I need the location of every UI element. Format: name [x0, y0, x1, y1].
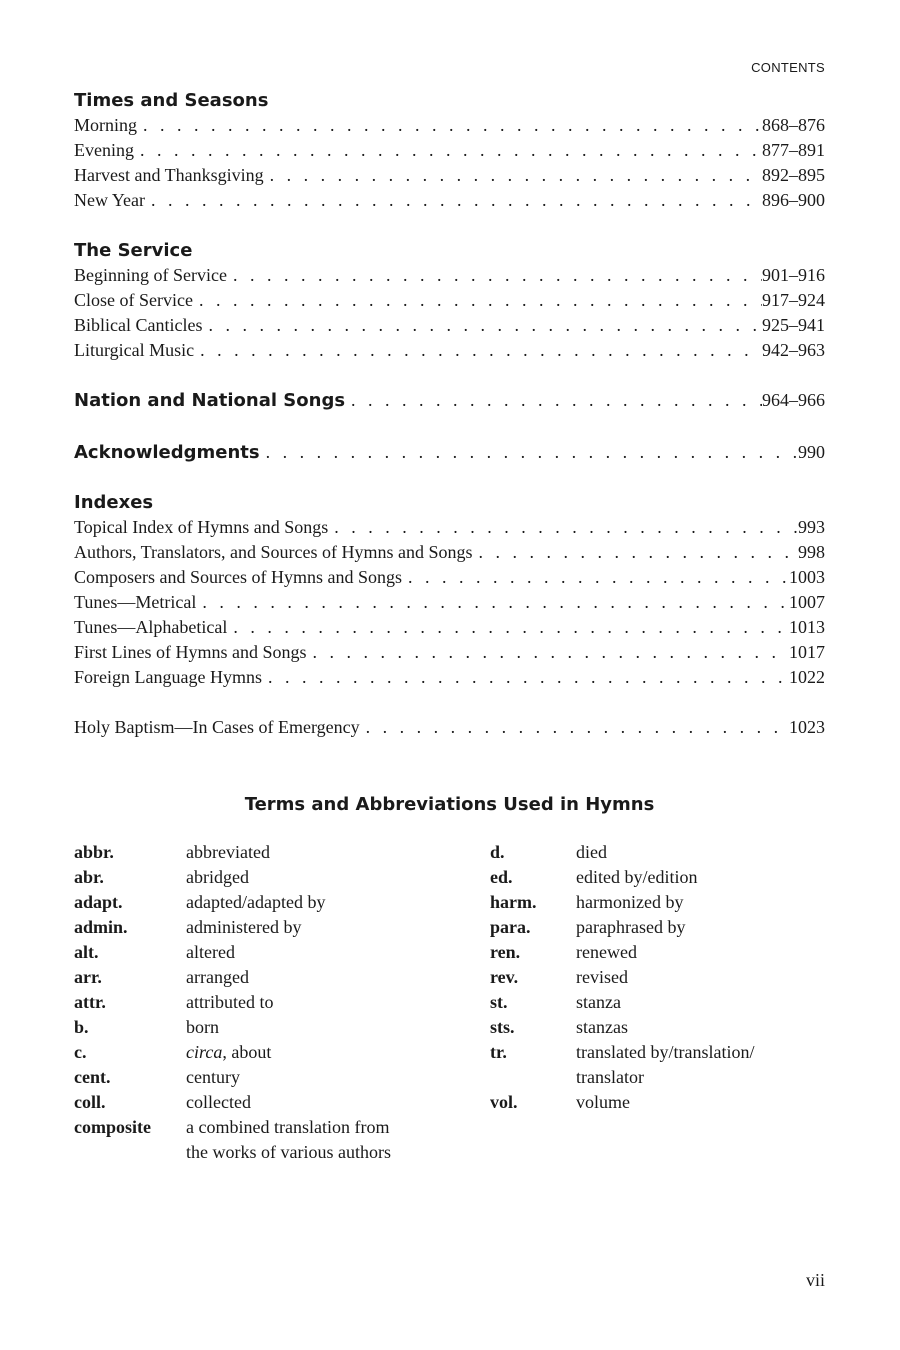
term-def: collected	[186, 1092, 251, 1112]
term-abbr: composite	[74, 1117, 151, 1137]
toc-entry-pages: 1022	[789, 667, 825, 687]
term-def-line: translator	[576, 1067, 644, 1087]
term-row	[74, 1065, 474, 1090]
term-abbr: cent.	[74, 1067, 111, 1087]
toc-entry-pages: 1023	[789, 717, 825, 737]
term-def: revised	[576, 967, 628, 987]
toc-entry	[74, 138, 825, 163]
toc-entry-pages: 942–963	[762, 340, 825, 360]
section-heading-times-and-seasons: Times and Seasons	[74, 90, 269, 111]
term-abbr: abr.	[74, 867, 104, 887]
leader-dots	[196, 590, 789, 615]
term-abbr: rev.	[490, 967, 519, 987]
term-def: edited by/edition	[576, 867, 698, 887]
table-of-contents	[74, 88, 825, 740]
toc-entry-pages: 990	[798, 442, 825, 462]
toc-entry-acknowledgments	[74, 440, 825, 465]
term-abbr: alt.	[74, 942, 99, 962]
terms-left-column	[74, 840, 474, 1165]
leader-dots	[194, 338, 762, 363]
toc-entry-pages: 868–876	[762, 115, 825, 135]
toc-entry-label: Evening	[74, 140, 134, 160]
term-abbr: vol.	[490, 1092, 518, 1112]
term-row	[490, 865, 825, 890]
term-row	[74, 1015, 474, 1040]
term-def: administered by	[186, 917, 302, 937]
toc-entry-label: First Lines of Hymns and Songs	[74, 642, 307, 662]
leader-dots	[262, 665, 789, 690]
toc-entry-label: Harvest and Thanksgiving	[74, 165, 264, 185]
term-def: volume	[576, 1092, 630, 1112]
term-def: arranged	[186, 967, 249, 987]
term-def-line: the works of various authors	[186, 1142, 391, 1162]
term-abbr: arr.	[74, 967, 102, 987]
term-row	[490, 940, 825, 965]
leader-dots	[137, 113, 762, 138]
term-abbr: st.	[490, 992, 508, 1012]
leader-dots	[202, 313, 762, 338]
toc-entry-pages: 1013	[789, 617, 825, 637]
term-row	[74, 940, 474, 965]
term-def: attributed to	[186, 992, 274, 1012]
leader-dots	[260, 440, 798, 465]
toc-entry	[74, 313, 825, 338]
toc-entry-pages: 964–966	[762, 390, 825, 410]
term-abbr: admin.	[74, 917, 128, 937]
term-def-rest: , about	[222, 1042, 272, 1062]
leader-dots	[307, 640, 789, 665]
term-def: renewed	[576, 942, 637, 962]
toc-entry	[74, 665, 825, 690]
terms-right-column	[490, 840, 825, 1115]
term-row	[74, 915, 474, 940]
toc-entry-pages: 896–900	[762, 190, 825, 210]
term-def	[186, 1040, 474, 1065]
term-abbr: d.	[490, 842, 505, 862]
term-row	[490, 840, 825, 865]
term-def: stanzas	[576, 1017, 628, 1037]
toc-entry	[74, 288, 825, 313]
term-row	[490, 990, 825, 1015]
term-row	[490, 1040, 825, 1090]
term-def: born	[186, 1017, 219, 1037]
toc-entry	[74, 188, 825, 213]
term-row	[490, 1090, 825, 1115]
term-row	[74, 1040, 474, 1065]
toc-entry-label: Close of Service	[74, 290, 193, 310]
term-abbr: b.	[74, 1017, 89, 1037]
term-abbr: coll.	[74, 1092, 106, 1112]
leader-dots	[402, 565, 789, 590]
toc-entry-label: Foreign Language Hymns	[74, 667, 262, 687]
term-def: abbreviated	[186, 842, 270, 862]
leader-dots	[227, 263, 762, 288]
toc-entry	[74, 565, 825, 590]
term-def: century	[186, 1067, 240, 1087]
toc-entry	[74, 540, 825, 565]
toc-entry	[74, 163, 825, 188]
toc-entry	[74, 263, 825, 288]
leader-dots	[345, 388, 762, 413]
term-def: harmonized by	[576, 892, 684, 912]
term-row	[74, 890, 474, 915]
toc-entry-label: Holy Baptism—In Cases of Emergency	[74, 717, 360, 737]
term-row	[74, 840, 474, 865]
running-head: CONTENTS	[751, 60, 825, 75]
term-abbr: attr.	[74, 992, 106, 1012]
term-row	[74, 965, 474, 990]
term-def: died	[576, 842, 607, 862]
toc-entry	[74, 640, 825, 665]
term-def-line: a combined translation from	[186, 1117, 390, 1137]
toc-entry-baptism	[74, 715, 825, 740]
term-abbr: abbr.	[74, 842, 114, 862]
leader-dots	[360, 715, 789, 740]
term-row	[74, 865, 474, 890]
term-row	[74, 990, 474, 1015]
term-row	[74, 1090, 474, 1115]
term-abbr: ed.	[490, 867, 513, 887]
toc-entry-pages: 998	[798, 542, 825, 562]
term-def: stanza	[576, 992, 621, 1012]
leader-dots	[227, 615, 789, 640]
page	[74, 0, 825, 1350]
term-abbr: ren.	[490, 942, 521, 962]
toc-entry-label: Acknowledgments	[74, 442, 260, 463]
toc-entry-label: Liturgical Music	[74, 340, 195, 360]
page-number: vii	[805, 1270, 825, 1290]
toc-entry-nation	[74, 388, 825, 413]
toc-entry-label: Biblical Canticles	[74, 315, 203, 335]
term-row	[490, 890, 825, 915]
term-abbr: adapt.	[74, 892, 123, 912]
toc-entry-pages: 892–895	[762, 165, 825, 185]
leader-dots	[145, 188, 762, 213]
term-def: altered	[186, 942, 235, 962]
term-row	[74, 1115, 474, 1165]
term-def	[576, 1040, 825, 1090]
leader-dots	[328, 515, 798, 540]
section-heading-indexes: Indexes	[74, 492, 154, 513]
term-def: paraphrased by	[576, 917, 686, 937]
toc-entry-pages: 901–916	[762, 265, 825, 285]
toc-entry-pages: 877–891	[762, 140, 825, 160]
term-def: adapted/adapted by	[186, 892, 326, 912]
toc-entry	[74, 615, 825, 640]
section-heading-the-service: The Service	[74, 240, 193, 261]
term-abbr: para.	[490, 917, 531, 937]
toc-entry-label: Composers and Sources of Hymns and Songs	[74, 567, 402, 587]
term-abbr: harm.	[490, 892, 537, 912]
toc-entry-label: Nation and National Songs	[74, 390, 346, 411]
term-abbr: c.	[74, 1042, 87, 1062]
toc-entry-label: Beginning of Service	[74, 265, 227, 285]
leader-dots	[134, 138, 762, 163]
term-abbr: sts.	[490, 1017, 515, 1037]
toc-entry-pages: 925–941	[762, 315, 825, 335]
toc-entry-label: Tunes—Alphabetical	[74, 617, 228, 637]
term-def-italic: circa	[186, 1042, 223, 1062]
toc-entry-pages: 993	[798, 517, 825, 537]
leader-dots	[193, 288, 762, 313]
toc-entry	[74, 113, 825, 138]
toc-entry-label: Morning	[74, 115, 137, 135]
term-def-line: translated by/translation/	[576, 1042, 755, 1062]
leader-dots	[264, 163, 762, 188]
term-row	[490, 1015, 825, 1040]
toc-entry-pages: 1017	[789, 642, 825, 662]
terms-title: Terms and Abbreviations Used in Hymns	[244, 794, 655, 815]
term-row	[490, 915, 825, 940]
toc-entry-pages: 917–924	[762, 290, 825, 310]
toc-entry	[74, 590, 825, 615]
toc-entry	[74, 338, 825, 363]
toc-entry-label: Tunes—Metrical	[74, 592, 197, 612]
term-abbr: tr.	[490, 1042, 507, 1062]
leader-dots	[473, 540, 799, 565]
term-def: abridged	[186, 867, 249, 887]
toc-entry-label: Authors, Translators, and Sources of Hymns and Songs	[74, 542, 473, 562]
toc-entry-label: New Year	[74, 190, 145, 210]
term-row	[490, 965, 825, 990]
toc-entry-pages: 1003	[789, 567, 825, 587]
term-def	[186, 1115, 474, 1165]
toc-entry	[74, 515, 825, 540]
toc-entry-pages: 1007	[789, 592, 825, 612]
toc-entry-label: Topical Index of Hymns and Songs	[74, 517, 329, 537]
